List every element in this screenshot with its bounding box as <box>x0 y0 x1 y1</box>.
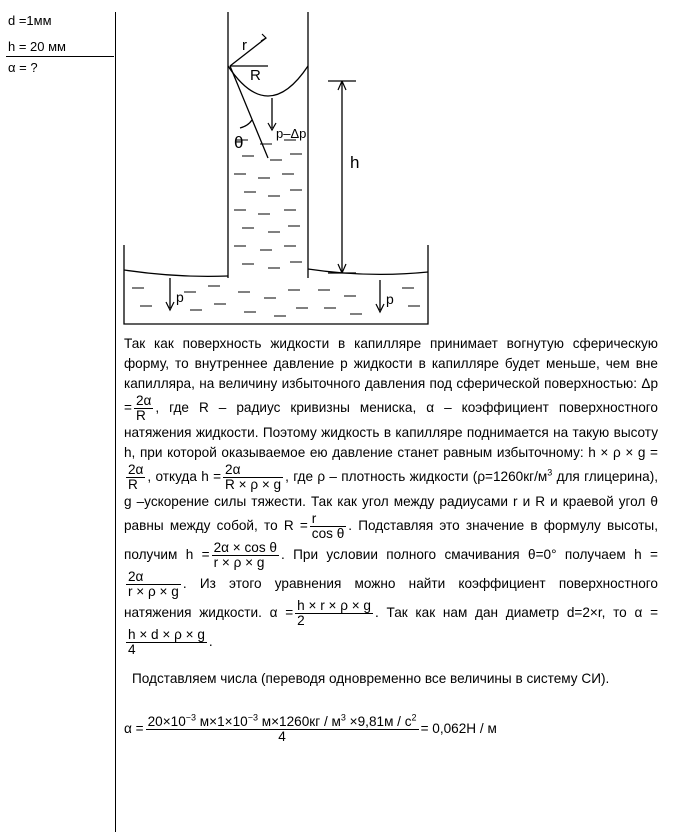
label-p-left: p <box>176 289 184 305</box>
given-d: d =1мм <box>8 13 52 28</box>
given-divider <box>6 56 114 57</box>
final-calculation: α = $20\times 10^{-3}$ $м\times 1\times 10^{-3}$ $м\times 1260кг / м^3 \times 9,81м / с^2$ 4 = 0,062Н / м <box>124 712 497 744</box>
substitution-note: Подставляем числа (переводя одновременно все величины в систему СИ). <box>132 671 610 686</box>
formula-alpha-r: α = $\frac{h \times r \times \rho \times g}{2}$ <box>269 598 371 628</box>
given-separator <box>115 12 116 832</box>
formula-h-cos: h = $\frac{\text{2α × cos θ}}{r \times \rho \times g}$ <box>185 540 277 570</box>
formula-h-R: h = $\frac{2\alpha}{R \times \rho \times g}$ <box>201 462 282 492</box>
formula-alpha-d: α = $\frac{h \times d \times \rho \times g}{4}$ <box>128 605 659 657</box>
capillary-figure <box>118 8 438 328</box>
formula-hpg: h × ρ × g = $\frac{2\alpha}{R}$ <box>128 445 658 492</box>
label-r: r <box>242 37 247 54</box>
radius-R-line <box>230 38 266 66</box>
outer-surface-left <box>124 270 228 276</box>
given-h: h = 20 мм <box>8 39 66 54</box>
formula-h-r: h = $\frac{2\alpha}{r \times \rho \times g}$ <box>128 547 658 599</box>
given-unknown: α = ? <box>8 60 38 75</box>
theta-arc <box>240 120 252 128</box>
formula-delta-p: Δp = $\frac{2\alpha}{R}$ <box>124 376 658 423</box>
outer-surface-right <box>308 269 428 274</box>
label-p-right: p <box>386 291 394 307</box>
formula-R-cos: R = $\frac{r}{\text{cos θ}}$ <box>283 511 345 541</box>
solution-text <box>124 334 658 744</box>
label-R: R <box>250 67 261 84</box>
label-theta: θ <box>234 133 244 152</box>
label-h: h <box>350 153 360 172</box>
solution-paragraph: Так как поверхность жидкости в капилляре принимает вогнутую сферическую форму, то внутреннее давление p жидкости в капилляре будет меньше, чем вне капилляра, на величину избыточного давления под сферической поверхностью: Δp = $\frac{2\alpha}{R}$ , где R – радиус кривизны мениска, α – коэффициент поверхностного натяжения жидкости. Поэтому жидкость в капилляре поднимается на такую высоту h, при которой оказываемое ею давление станет равным избыточному: h × ρ × g = $\frac{2\alpha}{R}$ , откуда h = $\frac{2\alpha}{R \times \rho \times g}$ , где ρ – плотность жидкости ($\rho=1260кг/м^3$ для глицерина), g –ускорение силы тяжести. Так как угол между радиусами r и R и краевой угол θ равны между собой, то R = $\frac{r}{\text{cos θ}}$ . Подставляя это значение в формулу высоты, получим h = $\frac{\text{2α × cos θ}}{r \times \rho \times g}$ . При условии полного смачивания θ=0° получаем h = $\frac{2\alpha}{r \times \rho \times g}$ . Из этого уравнения можно найти коэффициент поверхностного натяжения жидкости. α = $\frac{h \times r \times \rho \times g}{2}$ . Так как нам дан диаметр d=2×r, то α = $\frac{h \times d \times \rho \times g}{4}$ . <box>124 336 659 657</box>
label-p-minus-dp: p–Δp <box>276 126 307 141</box>
